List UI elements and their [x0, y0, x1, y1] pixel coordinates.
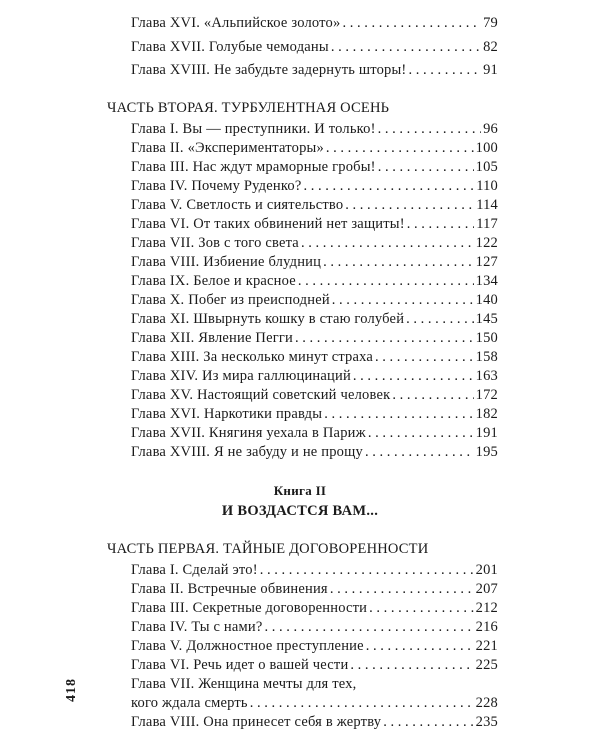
toc-entry: [131, 253, 498, 271]
toc-entry: [131, 14, 498, 32]
toc-entry: [131, 618, 498, 636]
toc-entry-title: Глава VI. Речь идет о вашей чести: [131, 657, 349, 673]
dot-leader: [350, 656, 473, 674]
toc-entry: [131, 38, 498, 56]
toc-entry-page: 145: [475, 311, 498, 327]
toc-entry-title: Глава VIII. Избиение блудниц: [131, 254, 322, 270]
toc-entry-page: 140: [475, 292, 498, 308]
toc-entry: [131, 656, 498, 674]
toc-entry-page: 195: [475, 444, 498, 460]
toc-entry-page: 91: [483, 62, 498, 78]
toc-entry-page: 225: [475, 657, 498, 673]
dot-leader: [383, 713, 473, 731]
toc-entry-title: Глава II. «Экспериментаторы»: [131, 140, 324, 156]
toc-entry: [131, 367, 498, 385]
toc-entry: [131, 120, 498, 138]
toc-entry-page: 117: [476, 216, 498, 232]
toc-entry-title: Глава XVI. Наркотики правды: [131, 406, 323, 422]
dot-leader: [331, 38, 481, 56]
toc-entry: [131, 177, 498, 195]
toc-entry: [131, 405, 498, 423]
toc-entry-title: Глава II. Встречные обвинения: [131, 581, 328, 597]
toc-entry: [131, 291, 498, 309]
toc-entry: [131, 443, 498, 461]
toc-entry-title-line1: Глава VII. Женщина мечты для тех,: [131, 676, 357, 692]
toc-entry: [131, 713, 498, 731]
toc-entry: [131, 61, 498, 79]
dot-leader: [303, 177, 474, 195]
toc-entry: [131, 599, 498, 617]
toc-entry: [131, 196, 498, 214]
toc-entry-page: 100: [475, 140, 498, 156]
dot-leader: [353, 367, 474, 385]
toc-entry-title: Глава XVII. Княгиня уехала в Париж: [131, 425, 366, 441]
toc-entry-title: Глава XIV. Из мира галлюцинаций: [131, 368, 351, 384]
toc-entry-page: 191: [475, 425, 498, 441]
dot-leader: [324, 405, 473, 423]
book-title: И ВОЗДАСТСЯ ВАМ...: [221, 503, 379, 519]
toc-entry-page: 212: [475, 600, 498, 616]
toc-entry-title: Глава XVII. Голубые чемоданы: [131, 39, 329, 55]
dot-leader: [407, 215, 474, 233]
toc-entry-page: 228: [475, 695, 498, 711]
toc-entry-title: Глава V. Должностное преступление: [131, 638, 364, 654]
toc-entry-page: 158: [475, 349, 498, 365]
toc-entry-page: 163: [475, 368, 498, 384]
dot-leader: [392, 386, 473, 404]
toc-entry-title: Глава IX. Белое и красное: [131, 273, 296, 289]
toc-entry-page: 235: [475, 714, 498, 730]
dot-leader: [301, 234, 474, 252]
toc-entry-page: 207: [475, 581, 498, 597]
toc-entry-title: Глава I. Вы — преступники. И только!: [131, 121, 376, 137]
page-number: 418: [64, 678, 79, 702]
toc-entry-page: 110: [476, 178, 498, 194]
dot-leader: [326, 139, 474, 157]
toc-entry-page: 114: [476, 197, 498, 213]
toc-entry-title: Глава XII. Явление Пегги: [131, 330, 293, 346]
toc-entry-page: 105: [475, 159, 498, 175]
toc-entry-page: 79: [483, 15, 498, 31]
dot-leader: [368, 424, 474, 442]
toc-entry-title: Глава X. Побег из преисподней: [131, 292, 330, 308]
toc-entry-title: Глава XVI. «Альпийское золото»: [131, 15, 341, 31]
dot-leader: [342, 14, 481, 32]
toc-entry: [131, 234, 498, 252]
dot-leader: [260, 561, 474, 579]
toc-entry-title: Глава VIII. Она принесет себя в жертву: [131, 714, 382, 730]
part-heading: ЧАСТЬ ПЕРВАЯ. ТАЙНЫЕ ДОГОВОРЕННОСТИ: [107, 541, 429, 557]
toc-entry-title: Глава XVIII. Я не забуду и не прощу: [131, 444, 363, 460]
book-label: Книга II: [273, 483, 327, 498]
dot-leader: [369, 599, 474, 617]
toc-entry-title: Глава XVIII. Не забудьте задернуть шторы!: [131, 62, 407, 78]
toc-entry: [131, 329, 498, 347]
dot-leader: [298, 272, 474, 290]
toc-entry-page: 150: [475, 330, 498, 346]
toc-entry-title: Глава III. Секретные договоренности: [131, 600, 368, 616]
toc-entry-title: Глава VII. Зов с того света: [131, 235, 299, 251]
toc-entry-page: 182: [475, 406, 498, 422]
toc-entry-title: Глава XIII. За несколько минут страха: [131, 349, 374, 365]
dot-leader: [265, 618, 474, 636]
dot-leader: [295, 329, 474, 347]
toc-entry: [131, 637, 498, 655]
toc-entry: [131, 158, 498, 176]
toc-entry: [131, 561, 498, 579]
toc-entry: [131, 310, 498, 328]
toc-entry-title-line2: кого ждала смерть: [131, 695, 248, 711]
dot-leader: [366, 637, 474, 655]
toc-entry-title: Глава V. Светлость и сиятельство: [131, 197, 344, 213]
toc-entry-page: 201: [475, 562, 498, 578]
toc-entry-title: Глава VI. От таких обвинений нет защиты!: [131, 216, 405, 232]
toc-entry: [131, 694, 498, 712]
toc-entry-page: 221: [475, 638, 498, 654]
toc-entry: [131, 386, 498, 404]
toc-entry-title: Глава I. Сделай это!: [131, 562, 258, 578]
toc-entry-page: 127: [475, 254, 498, 270]
dot-leader: [375, 348, 474, 366]
toc-entry: [131, 580, 498, 598]
toc-entry-page: 216: [475, 619, 498, 635]
dot-leader: [365, 443, 474, 461]
toc-entry-title: Глава XV. Настоящий советский человек: [131, 387, 391, 403]
dot-leader: [378, 158, 474, 176]
dot-leader: [408, 61, 481, 79]
toc-entry-title: Глава XI. Швырнуть кошку в стаю голубей: [131, 311, 405, 327]
toc-entry-page: 122: [475, 235, 498, 251]
toc-entry-page: 172: [475, 387, 498, 403]
dot-leader: [250, 694, 474, 712]
part-heading: ЧАСТЬ ВТОРАЯ. ТУРБУЛЕНТНАЯ ОСЕНЬ: [107, 100, 390, 116]
toc-entry: [131, 139, 498, 157]
dot-leader: [332, 291, 474, 309]
dot-leader: [323, 253, 474, 271]
toc-entry-page: 96: [483, 121, 498, 137]
toc-entry-title: Глава IV. Почему Руденко?: [131, 178, 302, 194]
dot-leader: [345, 196, 474, 214]
dot-leader: [330, 580, 474, 598]
toc-entry: [131, 348, 498, 366]
toc-entry: [131, 424, 498, 442]
dot-leader: [378, 120, 481, 138]
toc-entry-page: 82: [483, 39, 498, 55]
toc-entry: [131, 272, 498, 290]
toc-entry-title: Глава III. Нас ждут мраморные гробы!: [131, 159, 376, 175]
dot-leader: [406, 310, 473, 328]
toc-entry: [131, 215, 498, 233]
toc-entry-title: Глава IV. Ты с нами?: [131, 619, 263, 635]
toc-entry-page: 134: [475, 273, 498, 289]
